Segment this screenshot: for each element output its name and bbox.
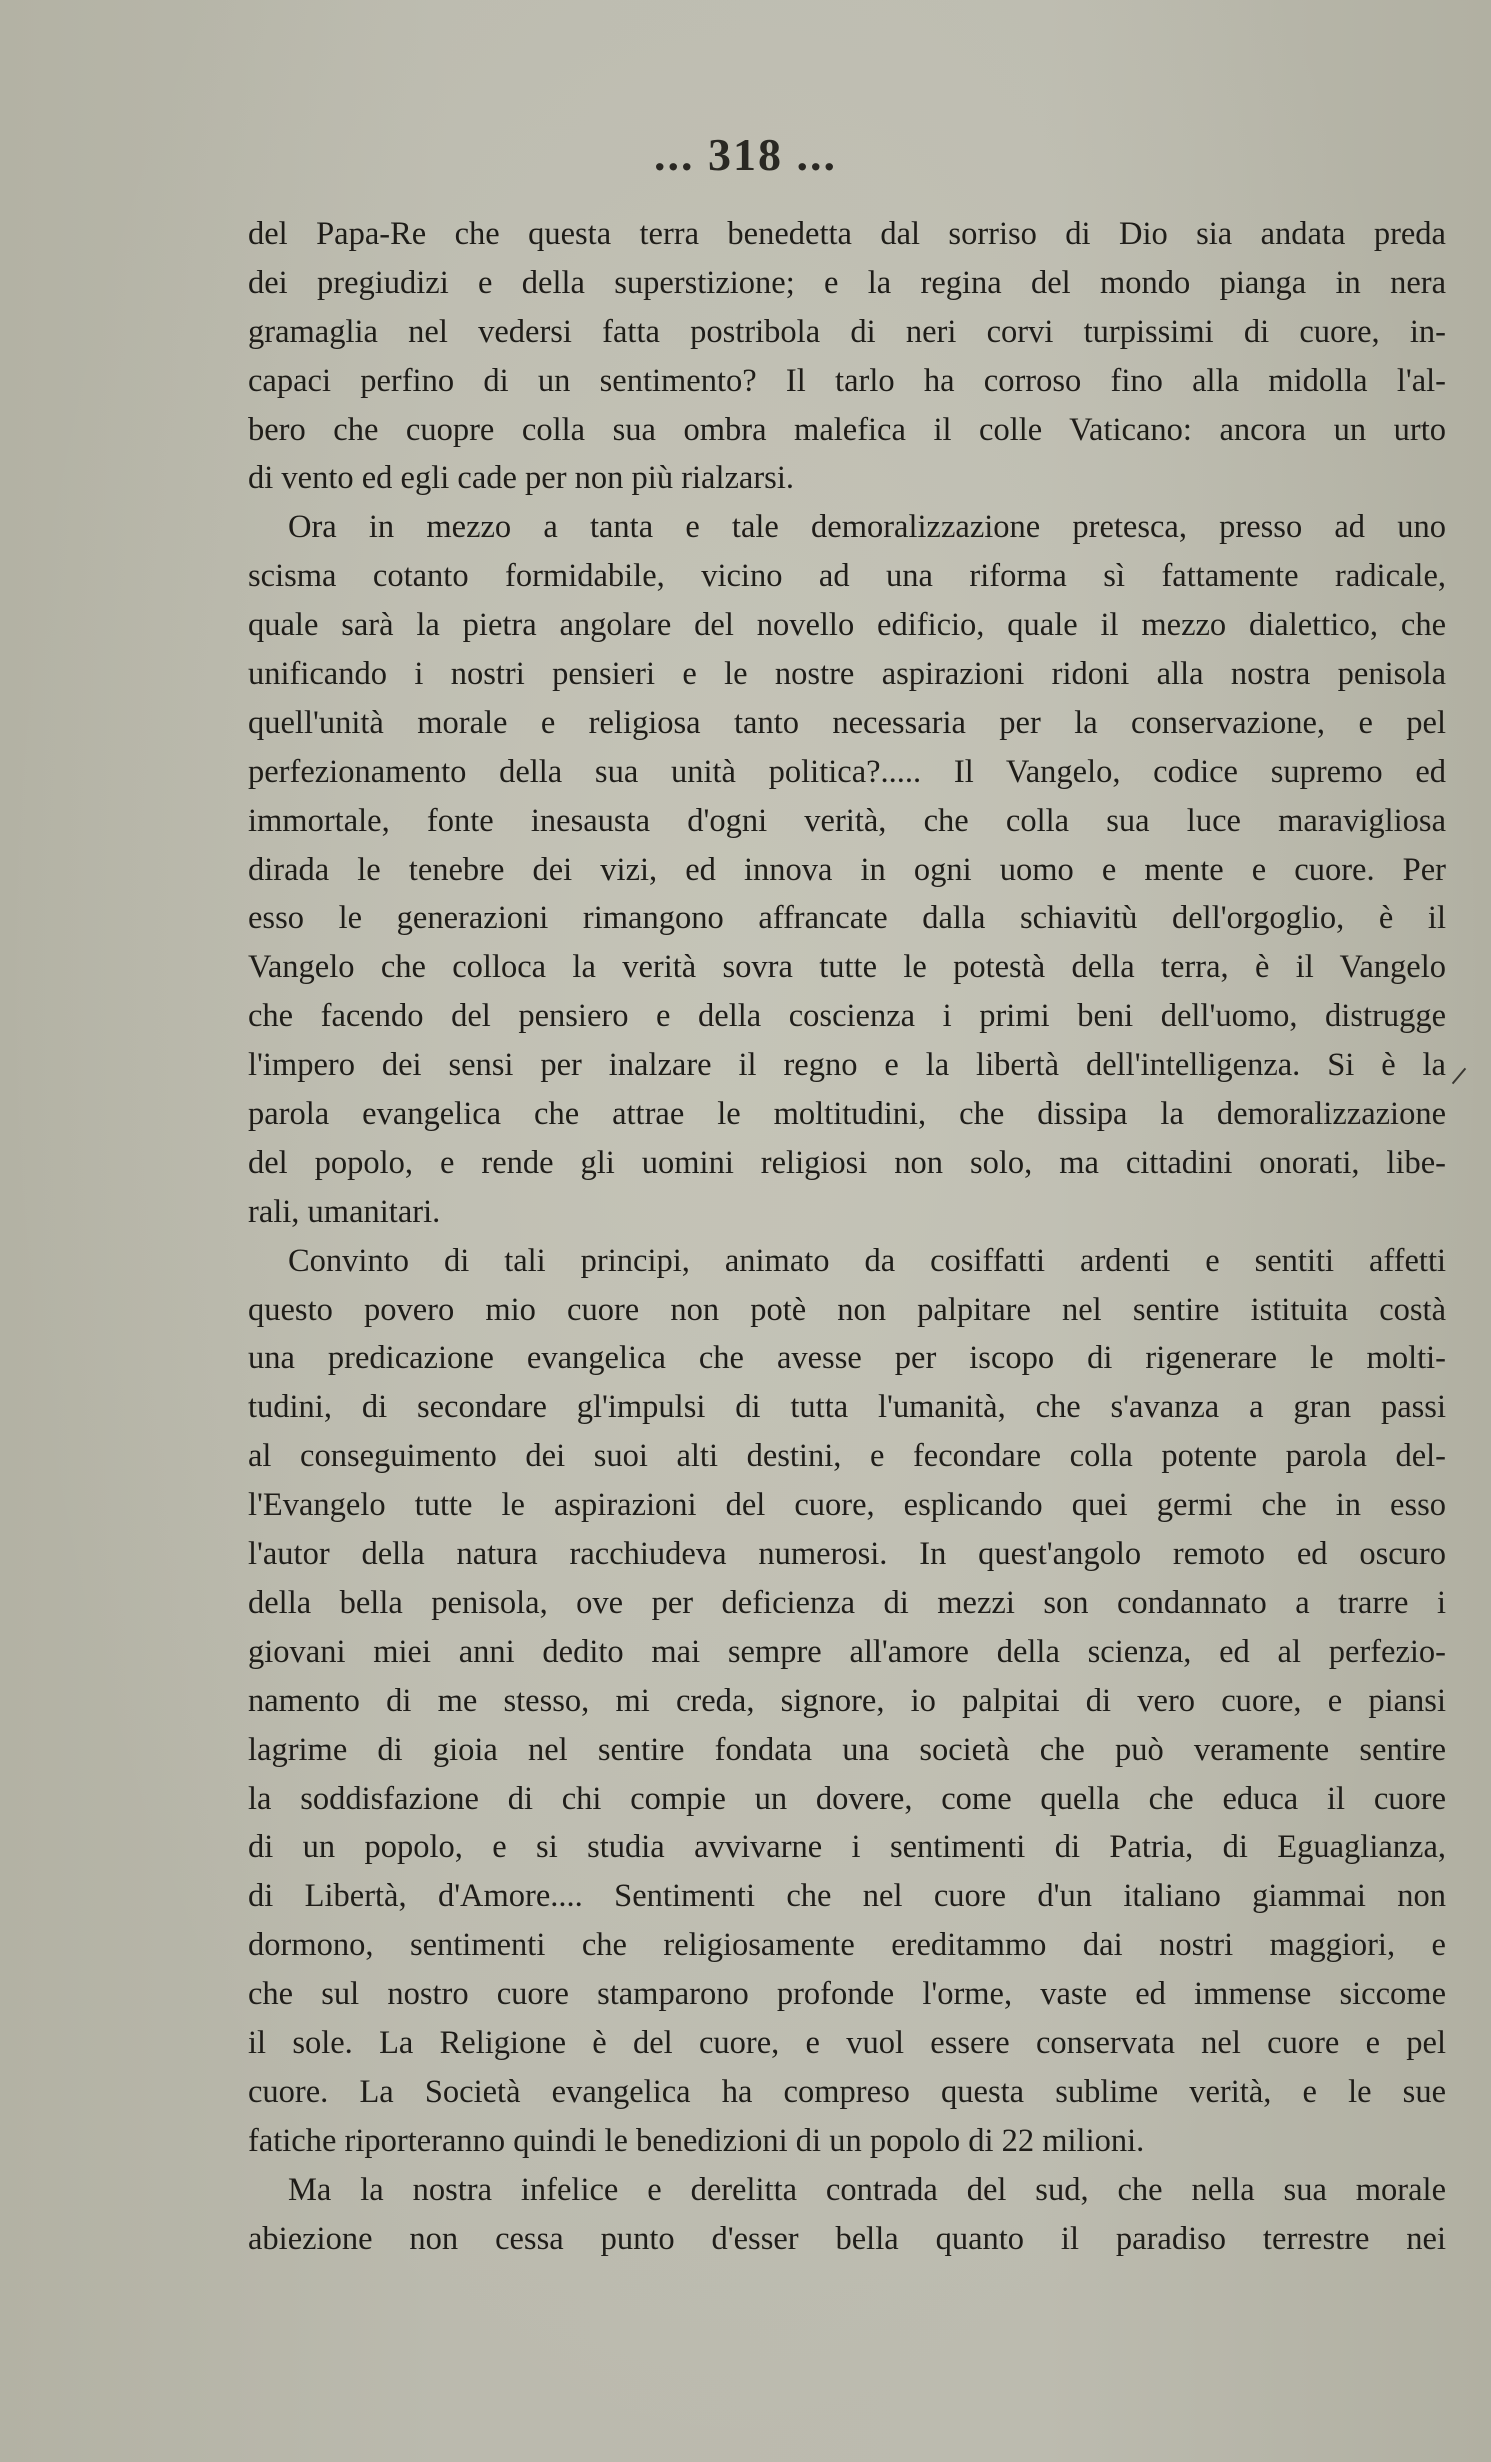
text-line: abiezione non cessa punto d'esser bella quanto il paradiso terrestre nei xyxy=(248,2220,1446,2257)
text-line: del popolo, e rende gli uomini religiosi non solo, ma cittadini onorati, libe- xyxy=(248,1144,1446,1181)
text-line: Ora in mezzo a tanta e tale demoralizzazione pretesca, presso ad uno xyxy=(288,509,1446,546)
text-line: lagrime di gioia nel sentire fondata una società che può veramente sentire xyxy=(248,1731,1446,1768)
text-line: al conseguimento dei suoi alti destini, e fecondare colla potente parola del- xyxy=(248,1438,1446,1475)
text-line: l'Evangelo tutte le aspirazioni del cuore, esplicando quei germi che in esso xyxy=(248,1487,1446,1524)
text-line: di vento ed egli cade per non più rialzarsi. xyxy=(248,460,794,497)
text-line: il sole. La Religione è del cuore, e vuol essere conservata nel cuore e pel xyxy=(248,2024,1446,2061)
text-line: dei pregiudizi e della superstizione; e la regina del mondo pianga in nera xyxy=(248,264,1446,301)
text-line: giovani miei anni dedito mai sempre all'amore della scienza, ed al perfezio- xyxy=(248,1633,1446,1670)
text-line: di un popolo, e si studia avvivarne i sentimenti di Patria, di Eguaglianza, xyxy=(248,1829,1446,1866)
text-line: namento di me stesso, mi creda, signore, io palpitai di vero cuore, e piansi xyxy=(248,1682,1446,1719)
text-line: cuore. La Società evangelica ha compreso questa sublime verità, e le sue xyxy=(248,2073,1446,2110)
page-number: ... 318 ... xyxy=(654,129,837,180)
text-line: perfezionamento della sua unità politica?..... Il Vangelo, codice supremo ed xyxy=(248,753,1446,790)
text-line: l'impero dei sensi per inalzare il regno e la libertà dell'intelligenza. Si è la xyxy=(248,1047,1446,1084)
margin-mark xyxy=(1452,1068,1466,1085)
text-line: la soddisfazione di chi compie un dovere, come quella che educa il cuore xyxy=(248,1780,1446,1817)
text-line: della bella penisola, ove per deficienza di mezzi son condannato a trarre i xyxy=(248,1584,1446,1621)
text-line: fatiche riporteranno quindi le benedizioni di un popolo di 22 milioni. xyxy=(248,2122,1145,2159)
text-line: di Libertà, d'Amore.... Sentimenti che nel cuore d'un italiano giammai non xyxy=(248,1878,1446,1915)
body-text xyxy=(248,210,1446,2263)
text-line: dirada le tenebre dei vizi, ed innova in ogni uomo e mente e cuore. Per xyxy=(248,851,1446,888)
text-line: Vangelo che colloca la verità sovra tutte le potestà della terra, è il Vangelo xyxy=(248,949,1446,986)
text-line: esso le generazioni rimangono affrancate dalla schiavitù dell'orgoglio, è il xyxy=(248,900,1446,937)
text-line: Ma la nostra infelice e derelitta contrada del sud, che nella sua morale xyxy=(288,2171,1446,2208)
text-line: bero che cuopre colla sua ombra malefica il colle Vaticano: ancora un urto xyxy=(248,411,1446,448)
text-line: rali, umanitari. xyxy=(248,1193,441,1230)
text-line: parola evangelica che attrae le moltitudini, che dissipa la demoralizzazione xyxy=(248,1096,1446,1133)
text-line: questo povero mio cuore non potè non palpitare nel sentire istituita costà xyxy=(248,1291,1446,1328)
text-line: che facendo del pensiero e della coscienza i primi beni dell'uomo, distrugge xyxy=(248,998,1446,1035)
text-line: capaci perfino di un sentimento? Il tarlo ha corroso fino alla midolla l'al- xyxy=(248,362,1446,399)
text-line: unificando i nostri pensieri e le nostre aspirazioni ridoni alla nostra penisola xyxy=(248,656,1446,693)
text-line: quale sarà la pietra angolare del novello edificio, quale il mezzo dialettico, che xyxy=(248,607,1446,644)
text-line: gramaglia nel vedersi fatta postribola di neri corvi turpissimi di cuore, in- xyxy=(248,313,1446,350)
text-line: scisma cotanto formidabile, vicino ad una riforma sì fattamente radicale, xyxy=(248,558,1446,595)
text-line: dormono, sentimenti che religiosamente ereditammo dai nostri maggiori, e xyxy=(248,1927,1446,1964)
text-line: quell'unità morale e religiosa tanto necessaria per la conservazione, e pel xyxy=(248,704,1446,741)
text-line: tudini, di secondare gl'impulsi di tutta l'umanità, che s'avanza a gran passi xyxy=(248,1389,1446,1426)
text-line: immortale, fonte inesausta d'ogni verità, che colla sua luce maravigliosa xyxy=(248,802,1446,839)
text-line: l'autor della natura racchiudeva numerosi. In quest'angolo remoto ed oscuro xyxy=(248,1536,1446,1573)
text-line: che sul nostro cuore stamparono profonde l'orme, vaste ed immense siccome xyxy=(248,1976,1446,2013)
text-line: una predicazione evangelica che avesse per iscopo di rigenerare le molti- xyxy=(248,1340,1446,1377)
text-line: del Papa-Re che questa terra benedetta dal sorriso di Dio sia andata preda xyxy=(248,216,1446,252)
text-line: Convinto di tali principi, animato da cosiffatti ardenti e sentiti affetti xyxy=(288,1242,1446,1279)
